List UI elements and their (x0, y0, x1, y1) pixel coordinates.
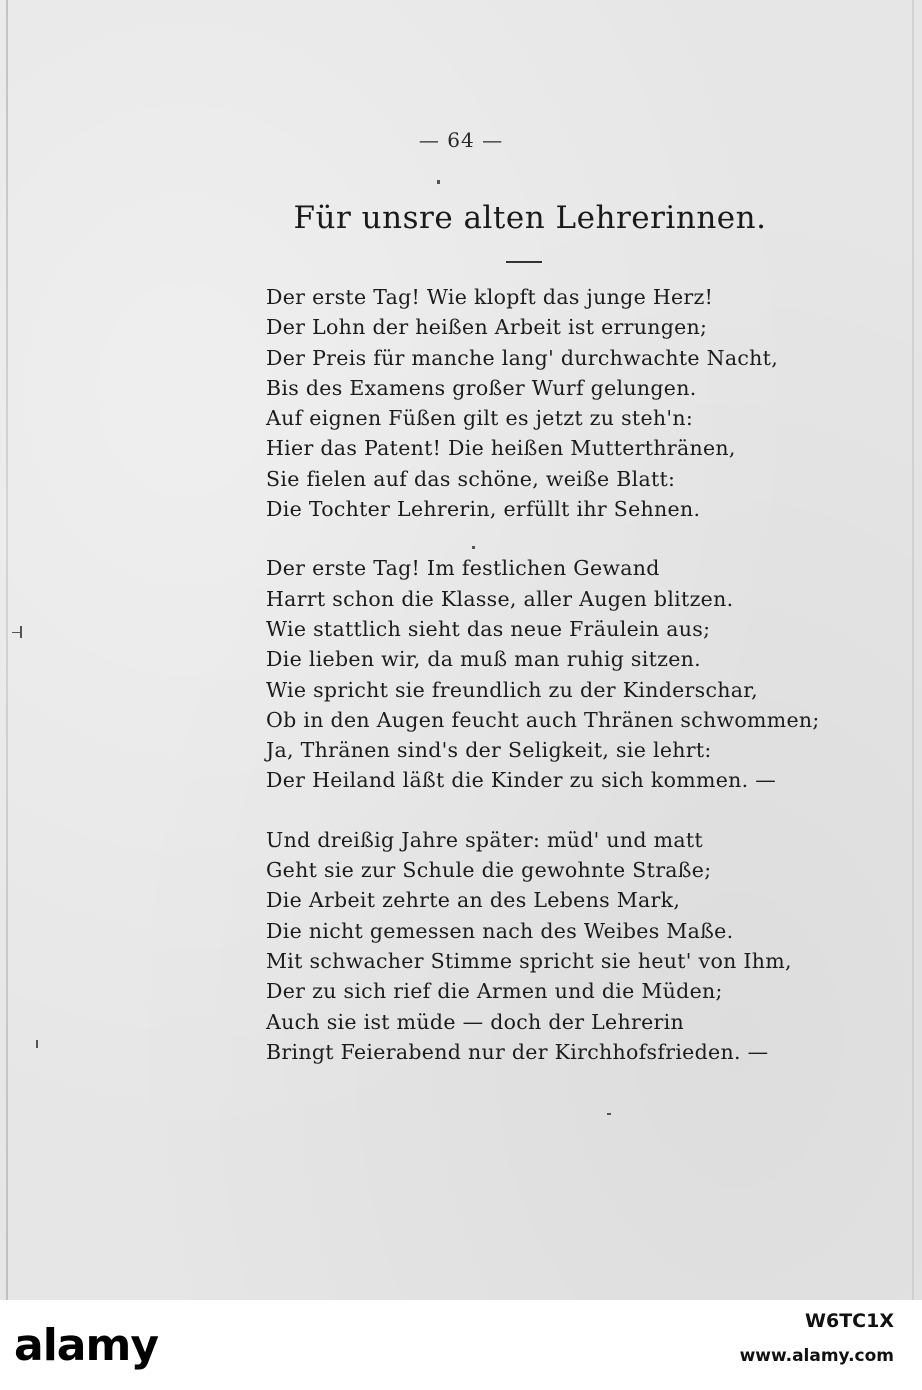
poem-line: Die lieben wir, da muß man ruhig sitzen. (266, 647, 702, 672)
margin-mark (472, 546, 475, 549)
page-edge-right (912, 0, 914, 1300)
poem-line: Und dreißig Jahre später: müd' und matt (266, 827, 703, 852)
poem-line: Die Tochter Lehrerin, erfüllt ihr Sehnen. (266, 497, 701, 522)
poem-line: Ob in den Augen feucht auch Thränen schwommen; (266, 707, 820, 732)
poem-body (266, 282, 826, 1067)
poem-line: Der Heiland läßt die Kinder zu sich kommen. — (266, 768, 777, 793)
poem-line: Harrt schon die Klasse, aller Augen blitzen. (266, 586, 734, 611)
poem-line: Bis des Examens großer Wurf gelungen. (266, 375, 697, 400)
stanza (266, 825, 826, 1067)
site-url: www.alamy.com (739, 1346, 894, 1366)
poem-line: Der Lohn der heißen Arbeit ist errungen; (266, 315, 708, 340)
margin-mark (12, 632, 20, 633)
poem-line: Der zu sich rief die Armen und die Müden; (266, 979, 723, 1004)
poem-title: Für unsre alten Lehrerinnen. (293, 200, 767, 236)
stanza (266, 282, 826, 524)
poem-line: Geht sie zur Schule die gewohnte Straße; (266, 858, 712, 883)
margin-mark (20, 626, 22, 638)
stanza (266, 553, 826, 795)
margin-mark (36, 1040, 38, 1048)
image-id: W6TC1X (805, 1310, 894, 1332)
poem-line: Die nicht gemessen nach des Weibes Maße. (266, 918, 734, 943)
margin-mark (607, 1113, 611, 1115)
poem-line: Der erste Tag! Wie klopft das junge Herz! (266, 285, 714, 309)
page-number: — 64 — (418, 128, 504, 152)
margin-mark (437, 180, 440, 184)
poem-line: Wie stattlich sieht das neue Fräulein aus; (266, 616, 711, 641)
poem-line: Die Arbeit zehrte an des Lebens Mark, (266, 888, 681, 913)
poem-line: Der erste Tag! Im festlichen Gewand (266, 556, 660, 581)
title-divider (506, 261, 542, 263)
watermark-footer (0, 1300, 922, 1390)
brand-logo: alamy (14, 1320, 158, 1371)
poem-line: Der Preis für manche lang' durchwachte Nacht, (266, 345, 779, 370)
poem-line: Hier das Patent! Die heißen Mutterthränen, (266, 436, 736, 461)
poem-line: Bringt Feierabend nur der Kirchhofsfrieden. — (266, 1039, 769, 1064)
poem-line: Ja, Thränen sind's der Seligkeit, sie lehrt: (266, 738, 712, 763)
poem-line: Mit schwacher Stimme spricht sie heut' von Ihm, (266, 948, 792, 973)
poem-line: Sie fielen auf das schöne, weiße Blatt: (266, 466, 676, 491)
page-edge-left (6, 0, 8, 1300)
poem-line: Auch sie ist müde — doch der Lehrerin (266, 1009, 684, 1034)
poem-line: Wie spricht sie freundlich zu der Kinderschar, (266, 677, 758, 702)
poem-line: Auf eignen Füßen gilt es jetzt zu steh'n: (266, 406, 694, 431)
